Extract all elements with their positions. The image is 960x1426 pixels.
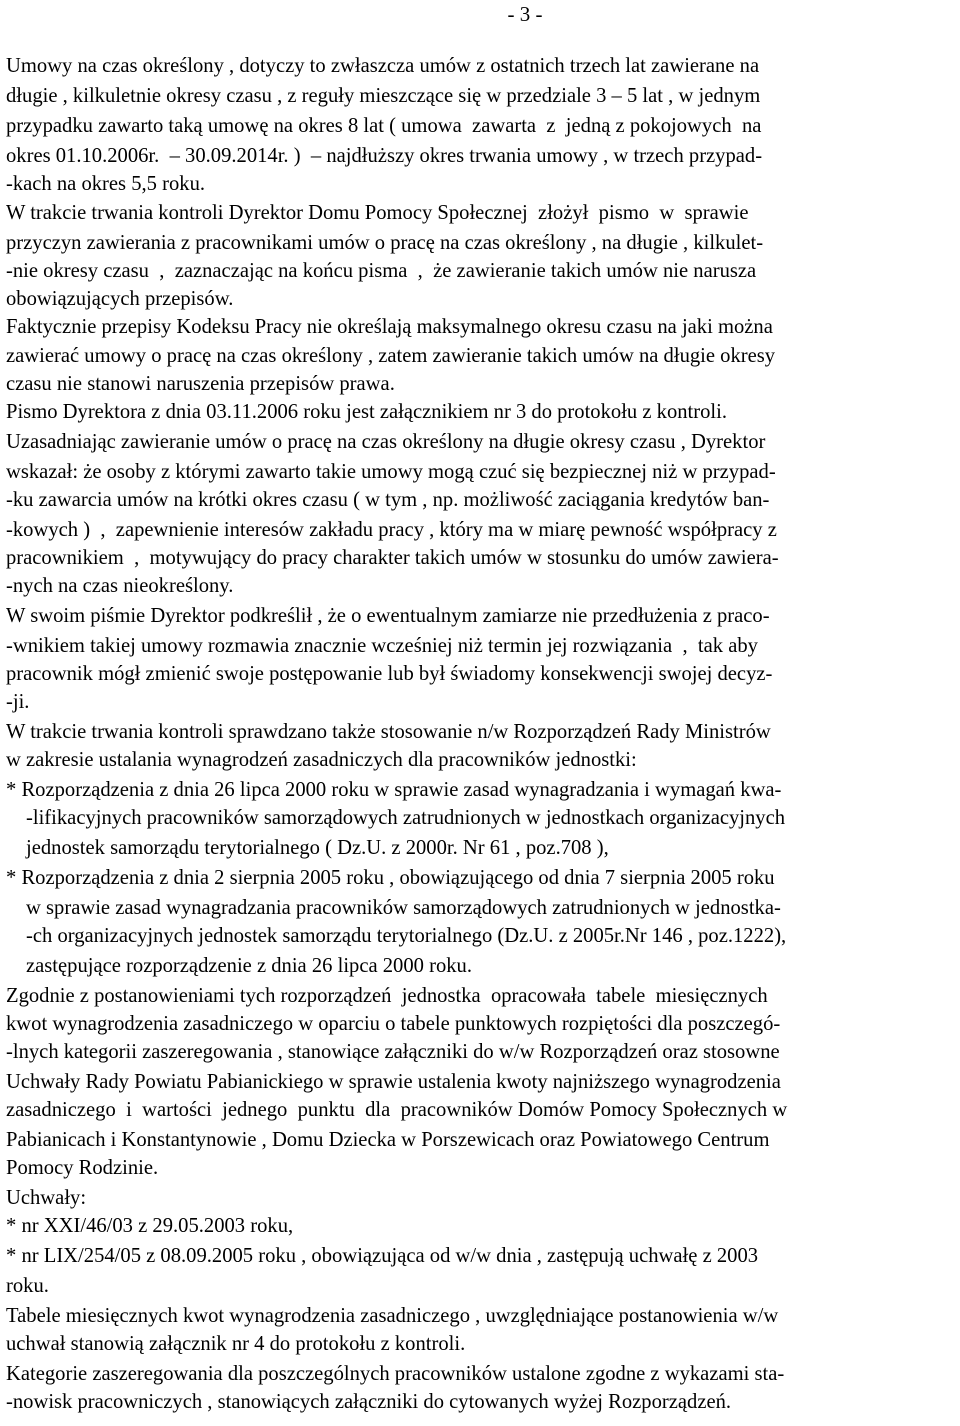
text-line: W trakcie trwania kontroli sprawdzano także stosowanie n/w Rozporządzeń Rady Ministrów xyxy=(6,721,771,743)
text-line: pracownikiem , motywujący do pracy charakter takich umów w stosunku do umów zawiera- xyxy=(6,547,779,569)
text-line: przyczyn zawierania z pracownikami umów o pracę na czas określony , na długie , kilkulet- xyxy=(6,232,764,254)
text-line: * nr XXI/46/03 z 29.05.2003 roku, xyxy=(6,1215,294,1237)
text-line: zastępujące rozporządzenie z dnia 26 lipca 2000 roku. xyxy=(26,955,472,977)
text-line: Uchwały: xyxy=(6,1187,87,1209)
text-line: -kach na okres 5,5 roku. xyxy=(6,173,206,195)
text-line: czasu nie stanowi naruszenia przepisów prawa. xyxy=(6,373,395,395)
text-line: przypadku zawarto taką umowę na okres 8 lat ( umowa zawarta z jedną z pokojowych na xyxy=(6,115,762,137)
text-line: okres 01.10.2006r. – 30.09.2014r. ) – najdłuższy okres trwania umowy , w trzech przypad- xyxy=(6,145,763,167)
text-line: Uchwały Rady Powiatu Pabianickiego w sprawie ustalenia kwoty najniższego wynagrodzenia xyxy=(6,1071,781,1093)
text-line: wskazał: że osoby z którymi zawarto takie umowy mogą czuć się bezpiecznej niż w przypad- xyxy=(6,461,776,483)
text-line: -kowych ) , zapewnienie interesów zakładu pracy , który ma w miarę pewność współpracy z xyxy=(6,519,777,541)
text-line: * Rozporządzenia z dnia 2 sierpnia 2005 roku , obowiązującego od dnia 7 sierpnia 2005 roku xyxy=(6,867,775,889)
text-line: zawierać umowy o pracę na czas określony , zatem zawieranie takich umów na długie okresy xyxy=(6,345,776,367)
text-line: -nie okresy czasu , zaznaczając na końcu pisma , że zawieranie takich umów nie narusza xyxy=(6,260,757,282)
text-line: pracownik mógł zmienić swoje postępowanie lub był świadomy konsekwencji swojej decyz- xyxy=(6,663,773,685)
text-line: W trakcie trwania kontroli Dyrektor Domu Pomocy Społecznej złożył pismo w sprawie xyxy=(6,202,749,224)
text-line: -nowisk pracowniczych , stanowiących załączniki do cytowanych wyżej Rozporządzeń. xyxy=(6,1391,732,1413)
text-line: -lnych kategorii zaszeregowania , stanowiące załączniki do w/w Rozporządzeń oraz stosowne xyxy=(6,1041,780,1063)
text-line: obowiązujących przepisów. xyxy=(6,288,234,310)
text-line: -lifikacyjnych pracowników samorządowych zatrudnionych w jednostkach organizacyjnych xyxy=(26,807,786,829)
text-line: jednostek samorządu terytorialnego ( Dz.U. z 2000r. Nr 61 , poz.708 ), xyxy=(26,837,609,859)
text-line: -nych na czas nieokreślony. xyxy=(6,575,234,597)
text-line: W swoim piśmie Dyrektor podkreślił , że o ewentualnym zamiarze nie przedłużenia z praco- xyxy=(6,605,770,627)
text-line: uchwał stanowią załącznik nr 4 do protokołu z kontroli. xyxy=(6,1333,466,1355)
text-line: Pomocy Rodzinie. xyxy=(6,1157,159,1179)
text-line: -wnikiem takiej umowy rozmawia znacznie wcześniej niż termin jej rozwiązania , tak aby xyxy=(6,635,758,657)
text-line: Umowy na czas określony , dotyczy to zwłaszcza umów z ostatnich trzech lat zawierane na xyxy=(6,55,760,77)
text-line: zasadniczego i wartości jednego punktu dla pracowników Domów Pomocy Społecznych w xyxy=(6,1099,788,1121)
text-line: Tabele miesięcznych kwot wynagrodzenia zasadniczego , uwzględniające postanowienia w/w xyxy=(6,1305,779,1327)
text-line: Pabianicach i Konstantynowie , Domu Dziecka w Porszewicach oraz Powiatowego Centrum xyxy=(6,1129,770,1151)
text-line: -ku zawarcia umów na krótki okres czasu ( w tym , np. możliwość zaciągania kredytów ban- xyxy=(6,489,770,511)
text-line: w sprawie zasad wynagradzania pracowników samorządowych zatrudnionych w jednostka- xyxy=(26,897,781,919)
text-line: Faktycznie przepisy Kodeksu Pracy nie określają maksymalnego okresu czasu na jaki można xyxy=(6,316,773,338)
text-line: Pismo Dyrektora z dnia 03.11.2006 roku jest załącznikiem nr 3 do protokołu z kontroli. xyxy=(6,401,728,423)
text-line: Zgodnie z postanowieniami tych rozporządzeń jednostka opracowała tabele miesięcznych xyxy=(6,985,768,1007)
text-line: * Rozporządzenia z dnia 26 lipca 2000 roku w sprawie zasad wynagradzania i wymagań kwa- xyxy=(6,779,782,801)
text-line: -ch organizacyjnych jednostek samorządu terytorialnego (Dz.U. z 2005r.Nr 146 , poz.1222), xyxy=(26,925,787,947)
text-line: w zakresie ustalania wynagrodzeń zasadniczych dla pracowników jednostki: xyxy=(6,749,637,771)
text-line: kwot wynagrodzenia zasadniczego w oparciu o tabele punktowych rozpiętości dla poszczegó- xyxy=(6,1013,781,1035)
text-line: roku. xyxy=(6,1275,49,1297)
page-number: - 3 - xyxy=(507,2,543,26)
text-line: * nr LIX/254/05 z 08.09.2005 roku , obowiązująca od w/w dnia , zastępują uchwałę z 2003 xyxy=(6,1245,759,1267)
text-line: Kategorie zaszeregowania dla poszczególnych pracowników ustalone zgodne z wykazami sta- xyxy=(6,1363,785,1385)
text-line: długie , kilkuletnie okresy czasu , z reguły mieszczące się w przedziale 3 – 5 lat , w jednym xyxy=(6,85,761,107)
text-line: Uzasadniając zawieranie umów o pracę na czas określony na długie okresy czasu , Dyrektor xyxy=(6,431,766,453)
text-line: -ji. xyxy=(6,691,30,713)
